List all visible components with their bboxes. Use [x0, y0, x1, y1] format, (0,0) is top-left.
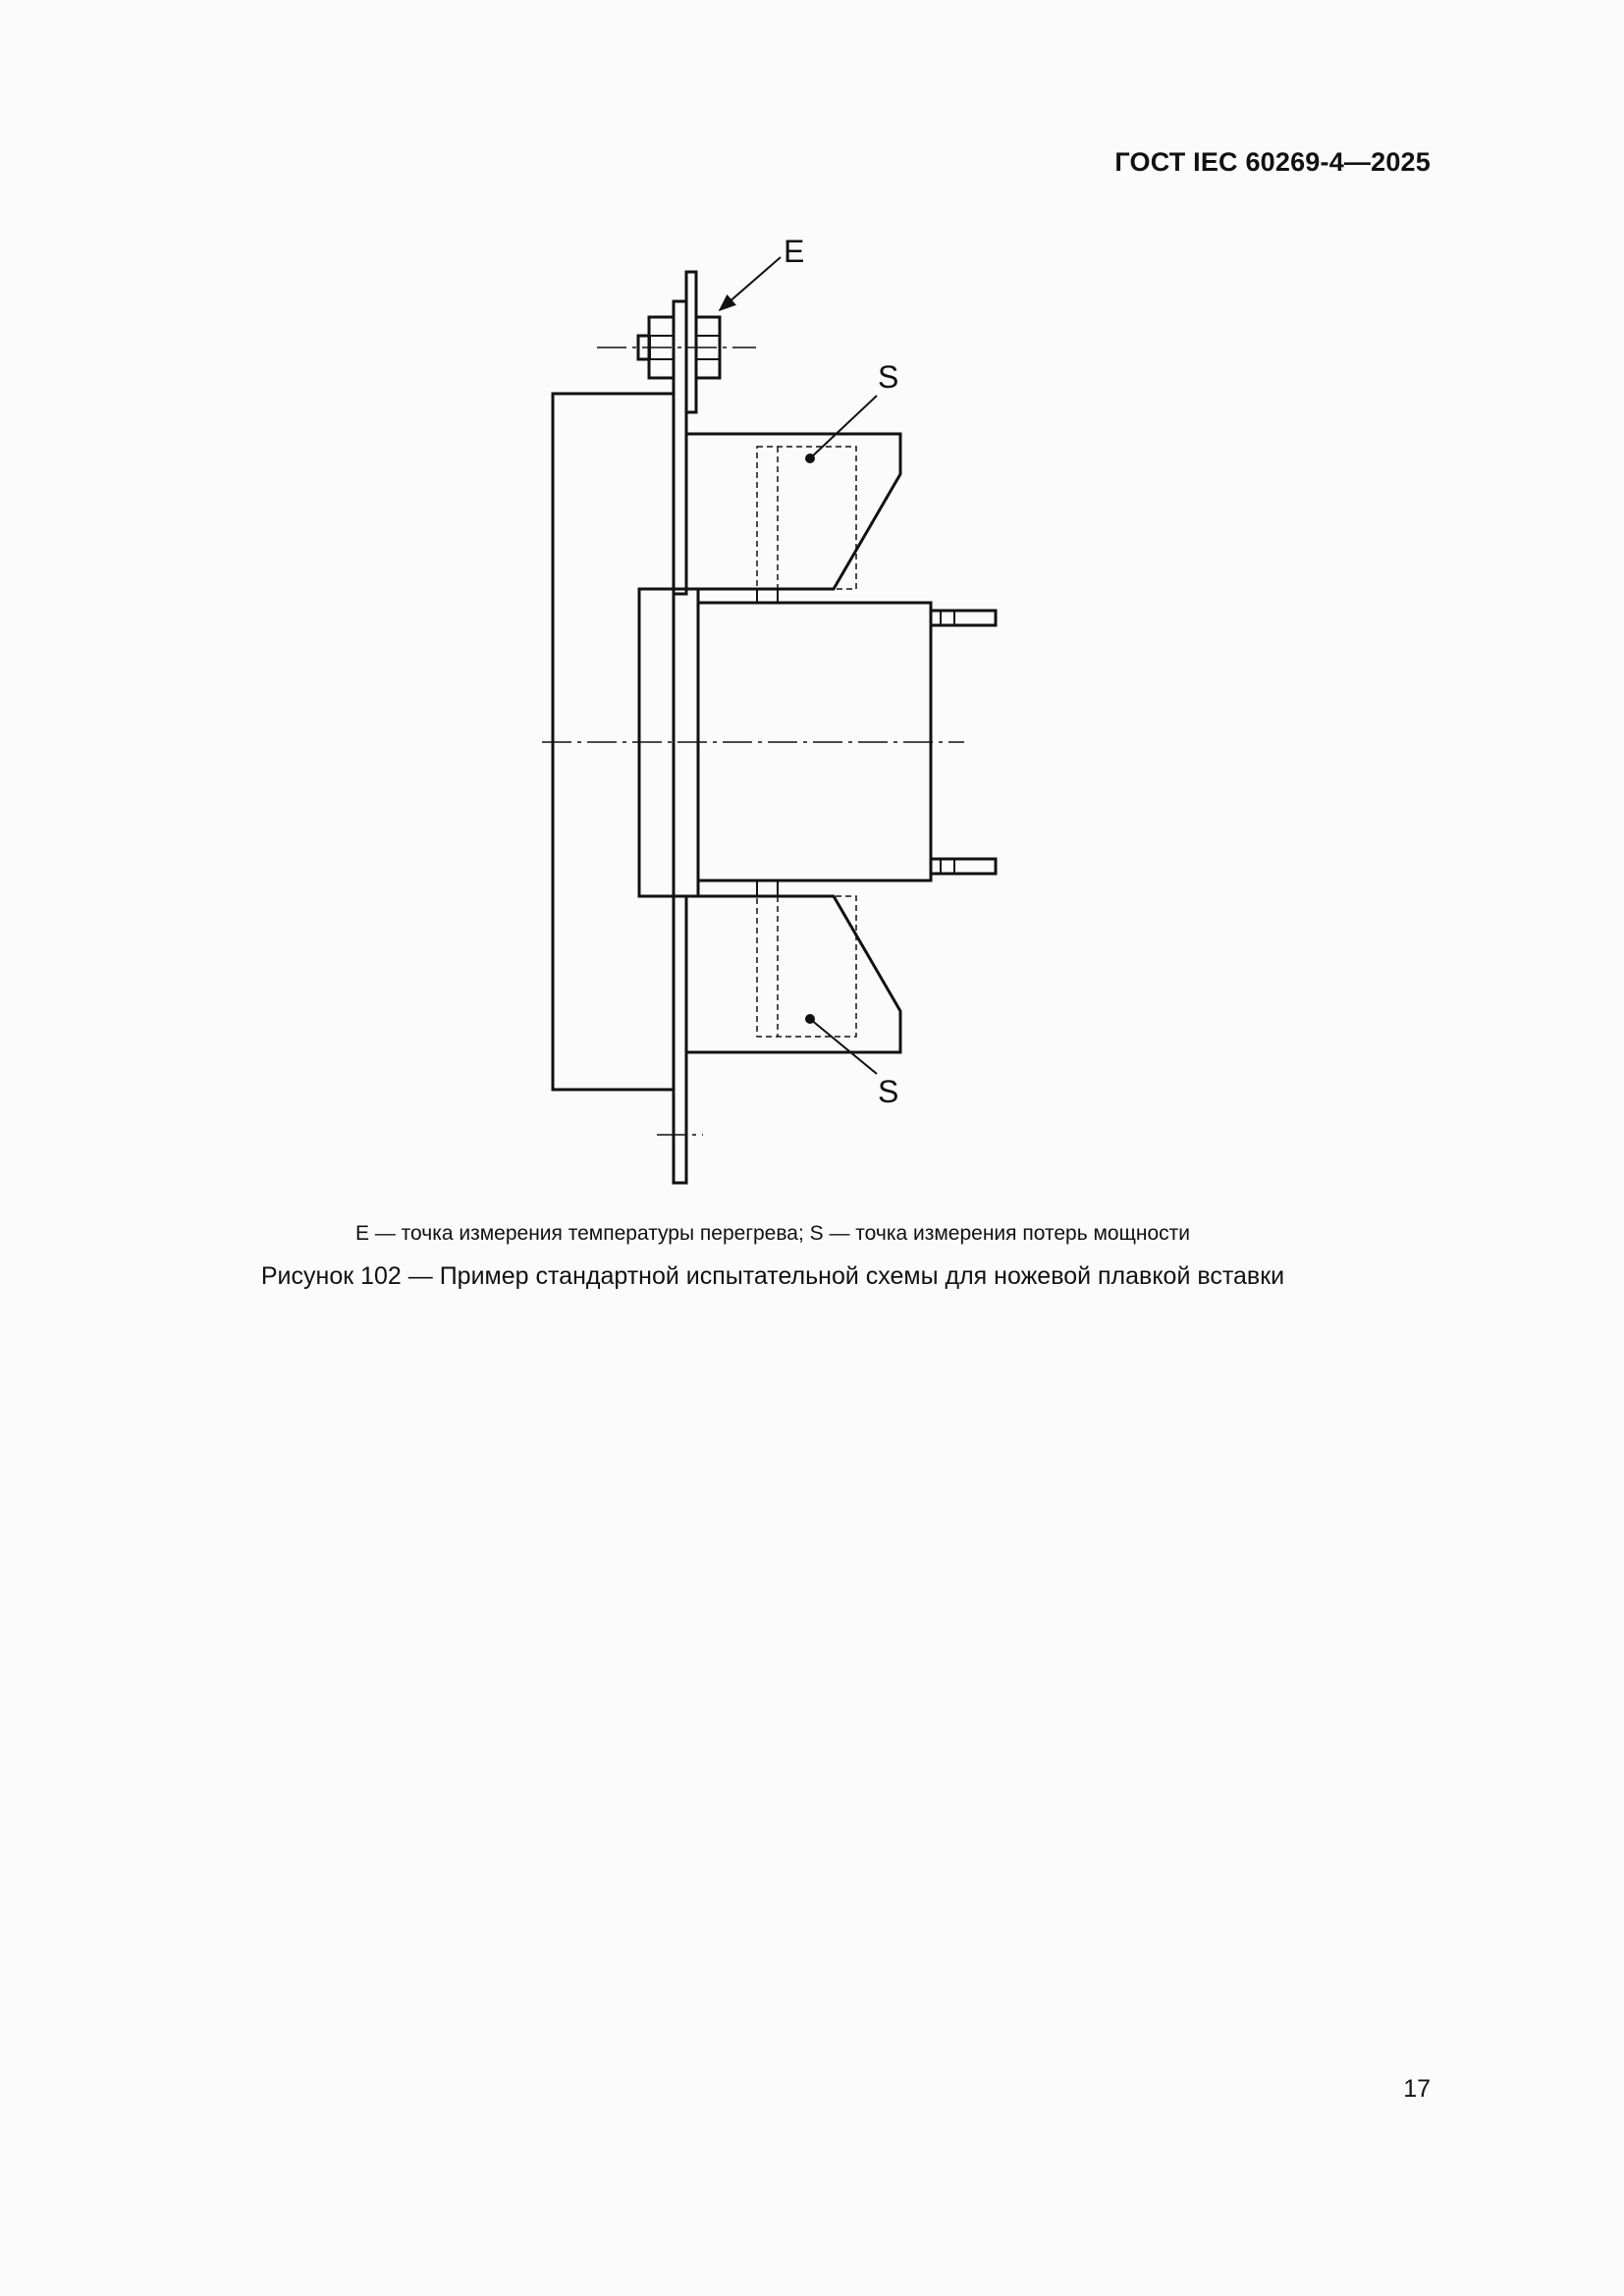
upper-contact — [686, 434, 900, 589]
measure-zone-top — [757, 447, 856, 589]
label-s-bottom: S — [878, 1074, 899, 1109]
page-number: 17 — [1403, 2075, 1431, 2103]
lower-contact — [686, 896, 900, 1052]
leader-s-top — [810, 396, 877, 458]
document-header: ГОСТ IEC 60269-4—2025 — [1114, 147, 1431, 177]
mounting-bar-lower — [674, 896, 686, 1183]
point-s-bottom — [805, 1014, 815, 1024]
point-s-top — [805, 454, 815, 463]
figure-legend: E — точка измерения температуры перегрева; S — точка измерения потерь мощности — [355, 1222, 1190, 1245]
figure-caption: Рисунок 102 — Пример стандартной испытательной схемы для ножевой плавкой вставки — [260, 1262, 1285, 1290]
mounting-bar — [674, 301, 686, 594]
label-e: E — [784, 234, 805, 269]
label-s-top: S — [878, 359, 899, 395]
leader-e — [720, 257, 781, 310]
leader-s-bottom — [810, 1019, 877, 1074]
